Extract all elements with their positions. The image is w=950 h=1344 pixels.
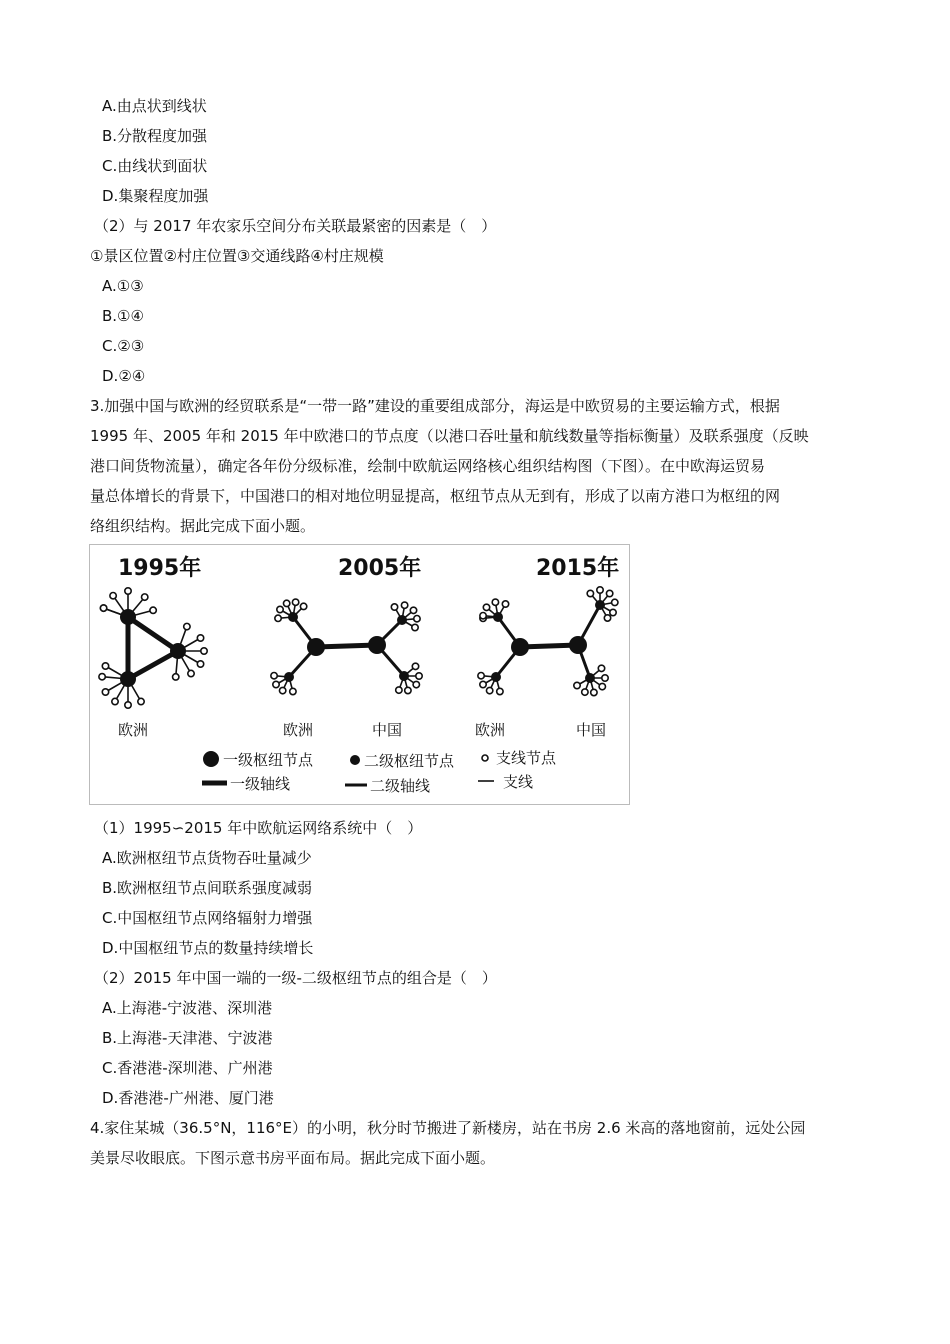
legend-second-node-label: 二级枢纽节点 xyxy=(364,752,455,770)
branch-node xyxy=(591,689,597,695)
branch-node xyxy=(492,599,498,605)
option-d: D.香港港-广州港、厦门港 xyxy=(102,1089,274,1107)
branch-node xyxy=(150,607,156,613)
first-node xyxy=(120,609,136,625)
branch-node xyxy=(277,606,283,612)
legend-first-node-symbol xyxy=(203,751,219,767)
branch-node xyxy=(125,588,131,594)
first-node xyxy=(120,671,136,687)
branch-node xyxy=(483,604,489,610)
question-3-stem-line: 1995 年、2005 年和 2015 年中欧港口的节点度（以港口吞吐量和航线数量等指标衡量）及联系强度（反映 xyxy=(90,427,809,445)
legend-first-node-label: 一级枢纽节点 xyxy=(223,751,314,769)
second-node xyxy=(493,612,503,622)
sub-question-stem: （2）2015 年中国一端的一级-二级枢纽节点的组合是（ ） xyxy=(94,969,497,987)
second-node xyxy=(284,672,294,682)
network-diagram xyxy=(90,545,629,804)
sub-question-stem: （1）1995∽2015 年中欧航运网络系统中（ ） xyxy=(94,819,423,837)
year-label-2015: 2015年 xyxy=(536,556,620,581)
region-label-europe: 欧洲 xyxy=(283,721,314,739)
option-d: D.集聚程度加强 xyxy=(102,187,209,205)
branch-node xyxy=(414,615,420,621)
branch-node xyxy=(410,607,416,613)
branch-node xyxy=(283,600,289,606)
option-c: C.由线状到面状 xyxy=(102,157,208,175)
question-4-stem-line: 美景尽收眼底。下图示意书房平面布局。据此完成下面小题。 xyxy=(90,1149,496,1167)
branch-node xyxy=(598,665,604,671)
branch-node xyxy=(497,688,503,694)
option-b: B.①④ xyxy=(102,307,144,325)
branch-node xyxy=(142,594,148,600)
second-node xyxy=(397,615,407,625)
branch-node xyxy=(173,674,179,680)
option-b: B.分散程度加强 xyxy=(102,127,208,145)
first-node xyxy=(307,638,325,656)
sub-question-stem: （2）与 2017 年农家乐空间分布关联最紧密的因素是（ ） xyxy=(94,217,497,235)
branch-node xyxy=(502,601,508,607)
branch-node xyxy=(292,599,298,605)
legend-branch-line-label: 支线 xyxy=(503,773,534,791)
branch-node xyxy=(604,615,610,621)
branch-node xyxy=(416,673,422,679)
question-3-stem-line: 港口间货物流量），确定各年份分级标准，绘制中欧航运网络核心组织结构图（下图）。在中欧海运贸易 xyxy=(90,457,766,475)
legend-second-axis-label: 二级轴线 xyxy=(370,777,431,795)
branch-node xyxy=(480,681,486,687)
option-a: A.①③ xyxy=(102,277,144,295)
option-c: C.中国枢纽节点网络辐射力增强 xyxy=(102,909,313,927)
branch-node xyxy=(597,587,603,593)
branch-node xyxy=(300,603,306,609)
branch-node xyxy=(102,663,108,669)
factor-list: ①景区位置②村庄位置③交通线路④村庄规模 xyxy=(90,247,384,265)
region-label-europe: 欧洲 xyxy=(475,721,506,739)
network-graphs xyxy=(99,587,618,708)
question-3-stem-line: 量总体增长的背景下，中国港口的相对地位明显提高，枢纽节点从无到有，形成了以南方港口为枢纽的网 xyxy=(90,487,781,505)
option-b: B.欧洲枢纽节点间联系强度减弱 xyxy=(102,879,313,897)
branch-node xyxy=(587,590,593,596)
year-label-2005: 2005年 xyxy=(338,556,422,581)
branch-node xyxy=(612,599,618,605)
option-d: D.②④ xyxy=(102,367,146,385)
branch-node xyxy=(125,702,131,708)
first-axis xyxy=(128,651,178,679)
branch-node xyxy=(188,670,194,676)
question-3-stem-line: 3.加强中国与欧洲的经贸联系是“一带一路”建设的重要组成部分，海运是中欧贸易的主要运输方式，根据 xyxy=(90,397,780,415)
year-label-1995: 1995年 xyxy=(118,556,202,581)
branch-node xyxy=(480,612,486,618)
branch-node xyxy=(405,687,411,693)
branch-node xyxy=(391,604,397,610)
legend-branch-node-symbol xyxy=(482,755,488,761)
question-3-stem-line: 络组织结构。据此完成下面小题。 xyxy=(90,517,316,535)
branch-node xyxy=(574,682,580,688)
branch-node xyxy=(100,605,106,611)
branch-node xyxy=(401,602,407,608)
branch-node xyxy=(610,609,616,615)
branch-node xyxy=(412,663,418,669)
branch-node xyxy=(102,689,108,695)
option-c: C.香港港-深圳港、广州港 xyxy=(102,1059,273,1077)
first-node xyxy=(511,638,529,656)
branch-node xyxy=(290,688,296,694)
branch-node xyxy=(599,683,605,689)
legend-branch-node-label: 支线节点 xyxy=(496,749,557,767)
first-node xyxy=(569,636,587,654)
first-axis xyxy=(316,645,377,647)
branch-node xyxy=(606,590,612,596)
branch-node xyxy=(112,698,118,704)
shipping-network-figure xyxy=(89,544,630,805)
branch-node xyxy=(396,687,402,693)
branch-node xyxy=(582,689,588,695)
branch-node xyxy=(413,681,419,687)
region-label-china: 中国 xyxy=(576,721,607,739)
second-node xyxy=(595,600,605,610)
region-label-china: 中国 xyxy=(372,721,403,739)
option-b: B.上海港-天津港、宁波港 xyxy=(102,1029,273,1047)
branch-node xyxy=(138,698,144,704)
branch-node xyxy=(184,623,190,629)
branch-node xyxy=(201,648,207,654)
second-node xyxy=(399,671,409,681)
branch-node xyxy=(197,635,203,641)
legend-second-node-symbol xyxy=(350,755,360,765)
first-node xyxy=(368,636,386,654)
question-4-stem-line: 4.家住某城（36.5°N，116°E）的小明，秋分时节搬进了新楼房，站在书房 2.6 米高的落地窗前，远处公园 xyxy=(90,1119,806,1137)
region-label-europe: 欧洲 xyxy=(118,721,149,739)
branch-node xyxy=(271,672,277,678)
legend-first-axis-label: 一级轴线 xyxy=(230,775,291,793)
branch-node xyxy=(99,674,105,680)
branch-node xyxy=(279,687,285,693)
option-a: A.上海港-宁波港、深圳港 xyxy=(102,999,273,1017)
branch-node xyxy=(197,661,203,667)
branch-node xyxy=(412,624,418,630)
branch-node xyxy=(273,681,279,687)
branch-node xyxy=(602,675,608,681)
option-c: C.②③ xyxy=(102,337,145,355)
branch-node xyxy=(275,615,281,621)
branch-node xyxy=(486,687,492,693)
option-d: D.中国枢纽节点的数量持续增长 xyxy=(102,939,314,957)
first-axis xyxy=(128,617,178,651)
branch-node xyxy=(110,593,116,599)
branch-node xyxy=(478,672,484,678)
second-node xyxy=(288,612,298,622)
option-a: A.欧洲枢纽节点货物吞吐量减少 xyxy=(102,849,312,867)
first-node xyxy=(170,643,186,659)
option-a: A.由点状到线状 xyxy=(102,97,207,115)
second-node xyxy=(491,672,501,682)
second-node xyxy=(585,673,595,683)
